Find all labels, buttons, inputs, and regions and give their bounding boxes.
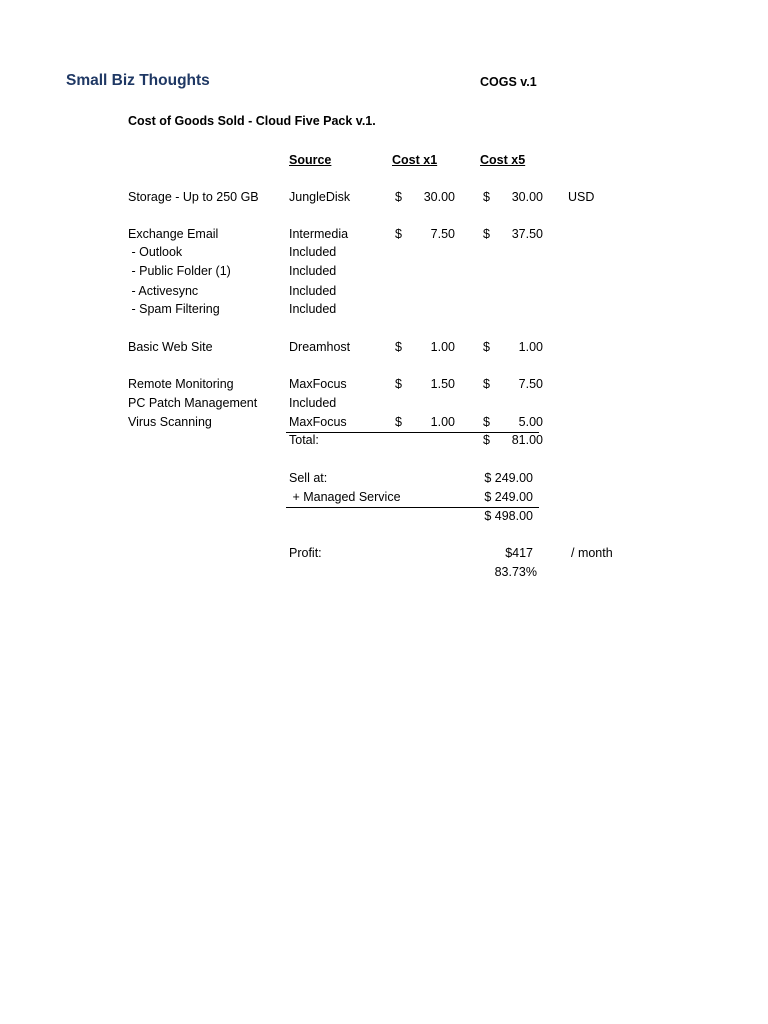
row-item: Virus Scanning: [128, 415, 212, 429]
profit-percent: 83.73%: [494, 565, 537, 579]
row-item: Basic Web Site: [128, 340, 213, 354]
cost-x1-amount: 7.50: [430, 227, 455, 241]
total-label: Total:: [289, 433, 319, 447]
currency-symbol: $: [395, 227, 402, 241]
currency-symbol: $: [395, 377, 402, 391]
row-item: Remote Monitoring: [128, 377, 234, 391]
row-source: Included: [289, 302, 337, 316]
currency-symbol: $: [483, 227, 490, 241]
currency-symbol: $: [483, 433, 490, 447]
row-source: JungleDisk: [289, 190, 351, 204]
row-item: Exchange Email: [128, 227, 219, 241]
doc-code: COGS v.1: [480, 75, 537, 89]
sell-value: $ 249.00: [484, 471, 533, 485]
currency-symbol: $: [395, 415, 402, 429]
total-cell: [483, 433, 543, 449]
managed-service-label: + Managed Service: [289, 490, 401, 504]
row-source: Intermedia: [289, 227, 349, 241]
cost-x1-cell: [395, 227, 455, 243]
cost-x1-cell: [395, 190, 455, 206]
sell-divider: [286, 507, 539, 508]
row-item: - Outlook: [128, 245, 183, 259]
cost-x1-amount: 1.50: [430, 377, 455, 391]
cost-x5-amount: 30.00: [511, 190, 543, 204]
row-source: MaxFocus: [289, 415, 347, 429]
column-header-cost-x1: Cost x1: [392, 153, 438, 167]
cost-x5-amount: 7.50: [518, 377, 543, 391]
sell-sum-value: $ 498.00: [484, 509, 533, 523]
managed-service-value: $ 249.00: [484, 490, 533, 504]
cost-x5-amount: 37.50: [511, 227, 543, 241]
cost-x5-cell: [483, 415, 543, 431]
sell-label: Sell at:: [289, 471, 328, 485]
cost-x5-cell: [483, 377, 543, 393]
row-source: Included: [289, 284, 337, 298]
cost-x1-amount: 1.00: [430, 340, 455, 354]
row-source: Included: [289, 264, 337, 278]
cost-x1-amount: 1.00: [430, 415, 455, 429]
brand-title: Small Biz Thoughts: [66, 72, 210, 89]
profit-value: $417: [505, 546, 533, 560]
currency-symbol: $: [483, 415, 490, 429]
cost-x1-amount: 30.00: [423, 190, 455, 204]
currency-symbol: $: [395, 340, 402, 354]
currency-symbol: $: [395, 190, 402, 204]
cost-x1-cell: [395, 377, 455, 393]
currency-symbol: $: [483, 340, 490, 354]
total-amount: 81.00: [511, 433, 543, 447]
profit-period: / month: [571, 546, 613, 560]
cost-x5-amount: 1.00: [518, 340, 543, 354]
profit-label: Profit:: [289, 546, 322, 560]
row-item: - Activesync: [128, 284, 199, 298]
page-title: Cost of Goods Sold - Cloud Five Pack v.1.: [128, 114, 376, 128]
currency-note: USD: [568, 190, 595, 204]
row-source: Included: [289, 245, 337, 259]
row-source: Included: [289, 396, 337, 410]
cost-x5-cell: [483, 340, 543, 356]
row-source: MaxFocus: [289, 377, 347, 391]
row-item: Storage - Up to 250 GB: [128, 190, 259, 204]
cost-x5-amount: 5.00: [518, 415, 543, 429]
cost-x5-cell: [483, 190, 543, 206]
cost-x1-cell: [395, 340, 455, 356]
cost-x5-cell: [483, 227, 543, 243]
currency-symbol: $: [483, 377, 490, 391]
row-source: Dreamhost: [289, 340, 351, 354]
column-header-cost-x5: Cost x5: [480, 153, 526, 167]
column-header-source: Source: [289, 153, 332, 167]
row-item: - Spam Filtering: [128, 302, 220, 316]
currency-symbol: $: [483, 190, 490, 204]
cost-x1-cell: [395, 415, 455, 431]
row-item: - Public Folder (1): [128, 264, 231, 278]
row-item: PC Patch Management: [128, 396, 258, 410]
